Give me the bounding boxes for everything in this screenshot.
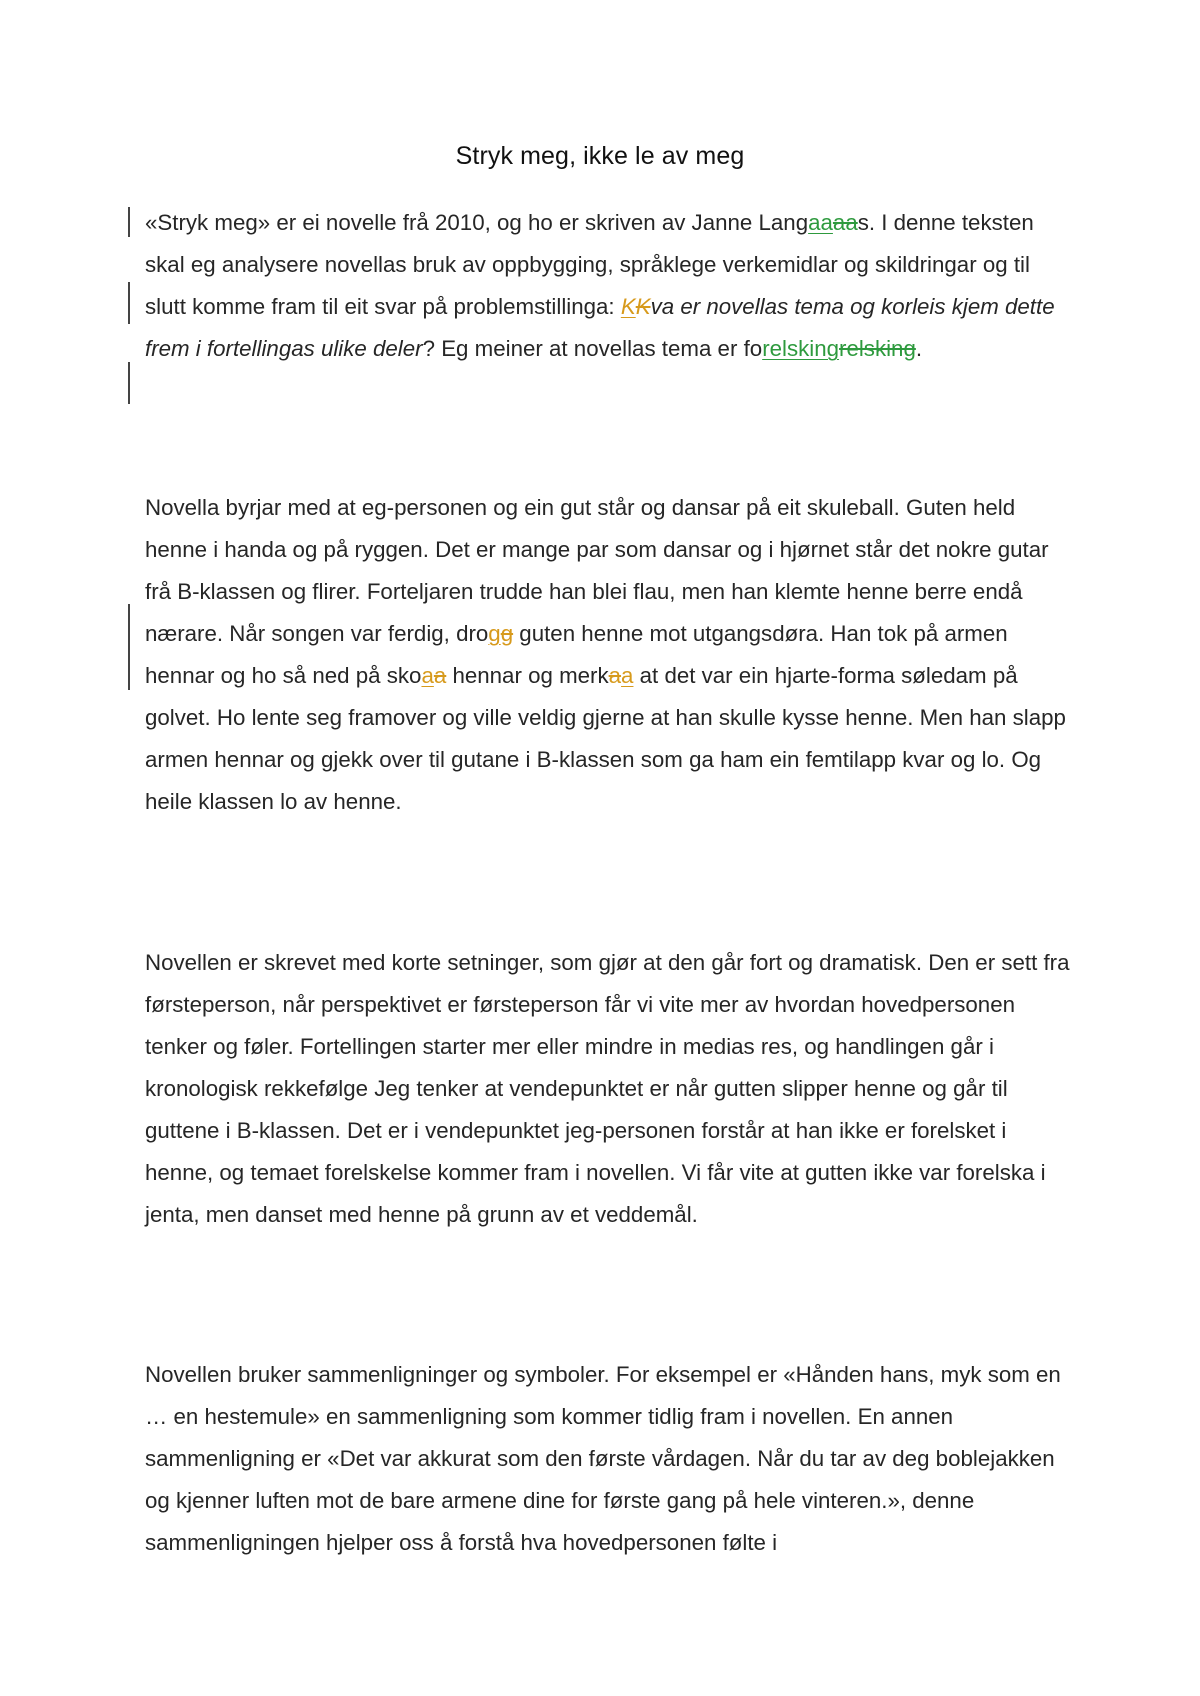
text-run: hennar og merk <box>446 663 609 688</box>
tracked-insertion: a <box>621 663 634 688</box>
text-run: guten henne mot utgangsdøra. Han tok på armen hennar og ho så ned på sko <box>145 621 1008 688</box>
problem-statement: va er novellas tema og korleis kjem dette frem i fortellingas ulike deler <box>145 294 1055 361</box>
tracked-insertion: g <box>488 621 501 646</box>
tracked-insertion: relsking <box>762 336 840 361</box>
text-run: . <box>915 336 923 361</box>
change-bar <box>128 207 130 237</box>
document-title: Stryk meg, ikke le av meg <box>455 142 745 170</box>
text-run: s. I denne teksten skal eg analysere novellas bruk av oppbygging, språklege verkemidlar og skildringar og til slutt komme fram til eit svar på problemstillinga: <box>145 210 1034 319</box>
tracked-deletion: aa <box>832 210 858 235</box>
paragraph-intro <box>145 202 1075 370</box>
tracked-deletion: a <box>608 663 622 688</box>
tracked-insertion: K <box>620 294 636 319</box>
tracked-insertion: a <box>421 663 434 688</box>
text-run: Novella byrjar med at eg-personen og ein gut står og dansar på eit skuleball. Guten held henne i handa og på ryggen. Det er mange par som dansar og i hjørnet står det nokre gutar frå B-klassen og flirer. Forteljaren trudde han blei flau, men han klemte henne berre endå nærare. Når songen var ferdig, dro <box>145 495 1049 646</box>
paragraph-summary <box>145 487 1075 823</box>
tracked-deletion: K <box>635 294 651 319</box>
tracked-deletion: relsking <box>839 336 916 361</box>
paragraph-comparisons: Novellen bruker sammenligninger og symboler. For eksempel er «Hånden hans, myk som en … en hestemule» en sammenligning som kommer tidlig fram i novellen. En annen sammenligning er «Det var akkurat som den første vårdagen. Når du tar av deg boblejakken og kjenner luften mot de bare armene dine for første gang på hele vinteren.», denne sammenligningen hjelper oss å forstå hva hovedpersonen følte i <box>145 1362 1061 1555</box>
paragraph-structure: Novellen er skrevet med korte setninger, som gjør at den går fort og dramatisk. Den er sett fra førsteperson, når perspektivet er førsteperson får vi vite mer av hvordan hovedpersonen tenker og føler. Fortellingen starter mer eller mindre in medias res, og handlingen går i kronologisk rekkefølge Jeg tenker at vendepunktet er når gutten slipper henne og går til guttene i B-klassen. Det er i vendepunktet jeg-personen forstår at han ikke er forelsket i henne, og temaet forelskelse kommer fram i novellen. Vi får vite at gutten ikke var forelska i jenta, men danset med henne på grunn av et veddemål. <box>145 950 1070 1227</box>
text-run: at det var ein hjarte-forma søledam på golvet. Ho lente seg framover og ville veldig gjerne at han skulle kysse henne. Men han slapp armen hennar og gjekk over til gutane i B-klassen som ga ham ein femtilapp kvar og lo. Og heile klassen lo av henne. <box>145 663 1066 814</box>
change-bar <box>128 604 130 690</box>
tracked-deletion: g <box>500 621 514 646</box>
tracked-insertion: aa <box>808 210 833 235</box>
change-bar <box>128 282 130 324</box>
text-run: ? Eg meiner at novellas tema er fo <box>422 336 763 361</box>
text-run: «Stryk meg» er ei novelle frå 2010, og ho er skriven av Janne Lang <box>145 210 809 235</box>
change-bar <box>128 362 130 404</box>
tracked-deletion: a <box>433 663 447 688</box>
